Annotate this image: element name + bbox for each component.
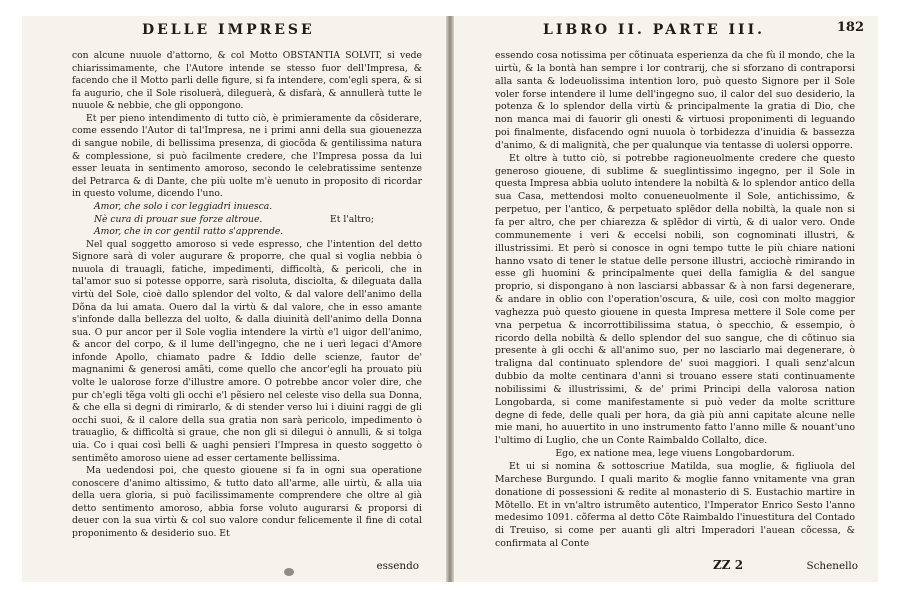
left-paragraph-4: Ma uedendosi poi, che questo giouene si fa in ogni sua operatione conoscere d'animo altissimo, & tutto dato all'arme, alle uirtù, & alla uia della uera gloria, si può facilissimamente comprendere che oltre al già detto sentimento amoroso, abbia forse voluto augurarsi & proporsi di deuer con la sua virtù & col suo valore condur felicemente il fine di cotal proponimento & desiderio suo. Et bbox=[72, 465, 422, 539]
right-paragraph-1: essendo cosa notissima per cõtinuata esperienza da che fù il mondo, che la uirtù, & la bontà han sempre i lor contrarij, che si sforzano di contraporsi alla santa & lodeuolissima intention loro, può questo Signore per il Sole voler forse intendere il lume dell'ingegno suo, il calor del suo desiderio, la potenza & lo splendor della virtù & principalmente la gratia di Dio, che non manca mai di fauorir gli onesti & virtuosi proponimenti di leguando poi finalmente, disfacendo ogni nuuola ò torbidezza d'inuidia & bassezza d'animo, & di malignità, che per qualunque via tentasse di uolersi opporre. bbox=[495, 50, 855, 151]
right-paragraph-2: Et oltre à tutto ciò, si potrebbe ragioneuolmente credere che questo generoso giouene, di sublime & sueglintissimo ingegno, per il Sole in questa Impresa abbia uoluto intendere la nobiltà & lo splendor antico della sua Casa, mettendosi molto conueneuolmente il Sole, antichissimo, & perpetuo, per l'antico, & perpetuato splẽdor della nobiltà, la quale non si fa per altro, che per chiarezza & splẽdor di virtù, & di ualor vero. Onde communemente i veri & eccelsi nobili, son cognominati illustri, & illustrissimi. Et però si conosce in ogni tempo tutte le più chiare nationi hanno vsato di tener le statue delle persone illustri, acciochè rimirando in esse gli huomini & principalmente quei della famiglia & del sangue proprio, si dispongano à non lasciarsi abbassar & à non farsi degenerare, & andare in oblio con l'operation'oscura, & uile, così con molto maggior vaghezza può questo giouene in questa Impresa mettere il Sole come per vna perpetua & incorrottibilissima statua, ò specchio, & essempio, ò ricordo della nobiltà & dello splendor del suo sangue, che di cõtinuo sia presente à gli occhi & all'animo suo, per no lasciarlo mai degenerare, ò traligna dal continuato splendore de' suoi maggiori. I quali senz'alcun dubbio da molte centinara d'anni si trouano essere stati continuamente nobilissimi & illustrissimi, & de' primi Principi della valorosa nation Longobarda, si come manifestamente si può veder da molte scritture degne di fede, delle quali per hora, da già più anni capitate alcune nelle mie mani, ho auuertito in uno instrumento fatto l'anno mille & nouant'uno l'ultimo di Luglio, che un Conte Raimbaldo Collalto, dice. bbox=[495, 152, 855, 447]
page-number: 182 bbox=[836, 20, 864, 35]
left-paragraph-1: con alcune nuuole d'attorno, & col Motto OBSTANTIA SOLVIT, si vede chiarissimamente, che l'Autore intende se stesso fuor dell'Impresa, & facendo che il Motto parli delle figure, si fa intendere, com'egli spera, & si fa augurio, che il Sole risoluerà, dileguerà, & disfarà, & annullerà tutte le nuuole & nebbie, che gli oppongono. bbox=[72, 50, 422, 112]
left-paragraph-3: Nel qual soggetto amoroso si vede espresso, che l'intention del detto Signore sarà di voler augurare & proporre, che qual si voglia nebbia ò nuuola di trauagli, fatiche, impedimenti, difficoltà, & pericoli, che in tal'amor suo si potesse opporre, sarà risoluta, disciolta, & dileguata dalla virtù del Sole, cioè dallo splendor del volto, & dal valore dell'animo della Dõna da lui amata. Ouero dal la virtù & dal valore, che in esso amante s'infonde dalla bellezza del uolto, & dalla diuinità dell'animo della Donna sua. O pur ancor per il Sole voglia intendere la virtù e'l uigor dell'animo, & ancor del corpo, & il lume dell'ingegno, che ne i uerì legaci d'Amore infonde Apollo, chiamato padre & Iddio delle scienze, fautor de' magnanimi & generosi amãti, come quello che ancor'egli ha prouato più volte le ualorose forze d'illustre amore. O potrebbe ancor voler dire, che pur ch'egli tẽga volti gli occhi e'l pẽsiero nel celeste viso della sua Donna, & che ella si degni di rimirarlo, & di stender verso lui i diuini raggi de gli occhi suoi, & il calore della sua gratia non sarà pericolo, impedimento ò trauaglio, & difficoltà si graue, che non gli si dilegui ò annulli, & si tolga uia. Co i quai così belli & uaghi pensieri l'Impresa in questo soggetto ò sentimẽto amoroso uiene ad esser certamente bellissima. bbox=[72, 238, 422, 464]
verse-line-3: Amor, che in cor gentil ratto s'apprende. bbox=[94, 226, 284, 238]
left-page bbox=[22, 16, 447, 582]
signature-mark: ZZ 2 bbox=[713, 558, 744, 572]
left-catchword: essendo bbox=[376, 560, 419, 572]
left-running-header: DELLE IMPRESE bbox=[142, 22, 315, 38]
latin-quote: Ego, ex natione mea, lege viuens Longobardorum. bbox=[555, 448, 795, 460]
book-spread bbox=[22, 16, 878, 582]
verse-line-1: Amor, che solo i cor leggiadri inuesca. bbox=[94, 200, 273, 212]
right-page bbox=[453, 16, 878, 582]
ink-blot bbox=[284, 568, 294, 576]
right-catchword: Schenello bbox=[806, 560, 858, 572]
left-paragraph-2: Et per pieno intendimento di tutto ciò, è primieramente da cõsiderare, come essendo l'Autor di tal'Impresa, ne i primi anni della sua giouenezza di sangue nobile, di bellissima presenza, di giocõda & gentilissima natura & complessione, si può facilmente credere, che l'Impresa possa da lui esser leuata in sentimento amoroso, secondo le celebratissime sentenze del Petrarca & di Dante, che più uolte m'è uenuto in proposito di ricordar in questo volume, dicendo l'uno. bbox=[72, 112, 422, 200]
right-page-text bbox=[495, 50, 855, 551]
right-running-header: LIBRO II. PARTE III. bbox=[543, 22, 766, 38]
verse-aside: Et l'altro; bbox=[330, 213, 374, 225]
right-paragraph-3: Et ui si nomina & sottoscriue Matilda, sua moglie, & figliuola del Marchese Burgundo. I quali marito & moglie fanno vnitamente vna gran donatione di possessioni & redite al monasterio di S. Eustachio martire in Mõtello. Et in vn'altro istrumẽto autentico, l'Imperator Enrico Sesto l'anno medesimo 1091. cõferma al detto Cõte Raimbaldo l'inuestitura del Contado di Treuiso, si come per auanti gli altri Imperadori l'auean cõcessa, & confirmata al Conte bbox=[495, 461, 855, 550]
left-page-text bbox=[72, 50, 422, 541]
verse-line-2: Nè cura di prouar sue forze altroue. Et l'altro; bbox=[94, 213, 374, 225]
